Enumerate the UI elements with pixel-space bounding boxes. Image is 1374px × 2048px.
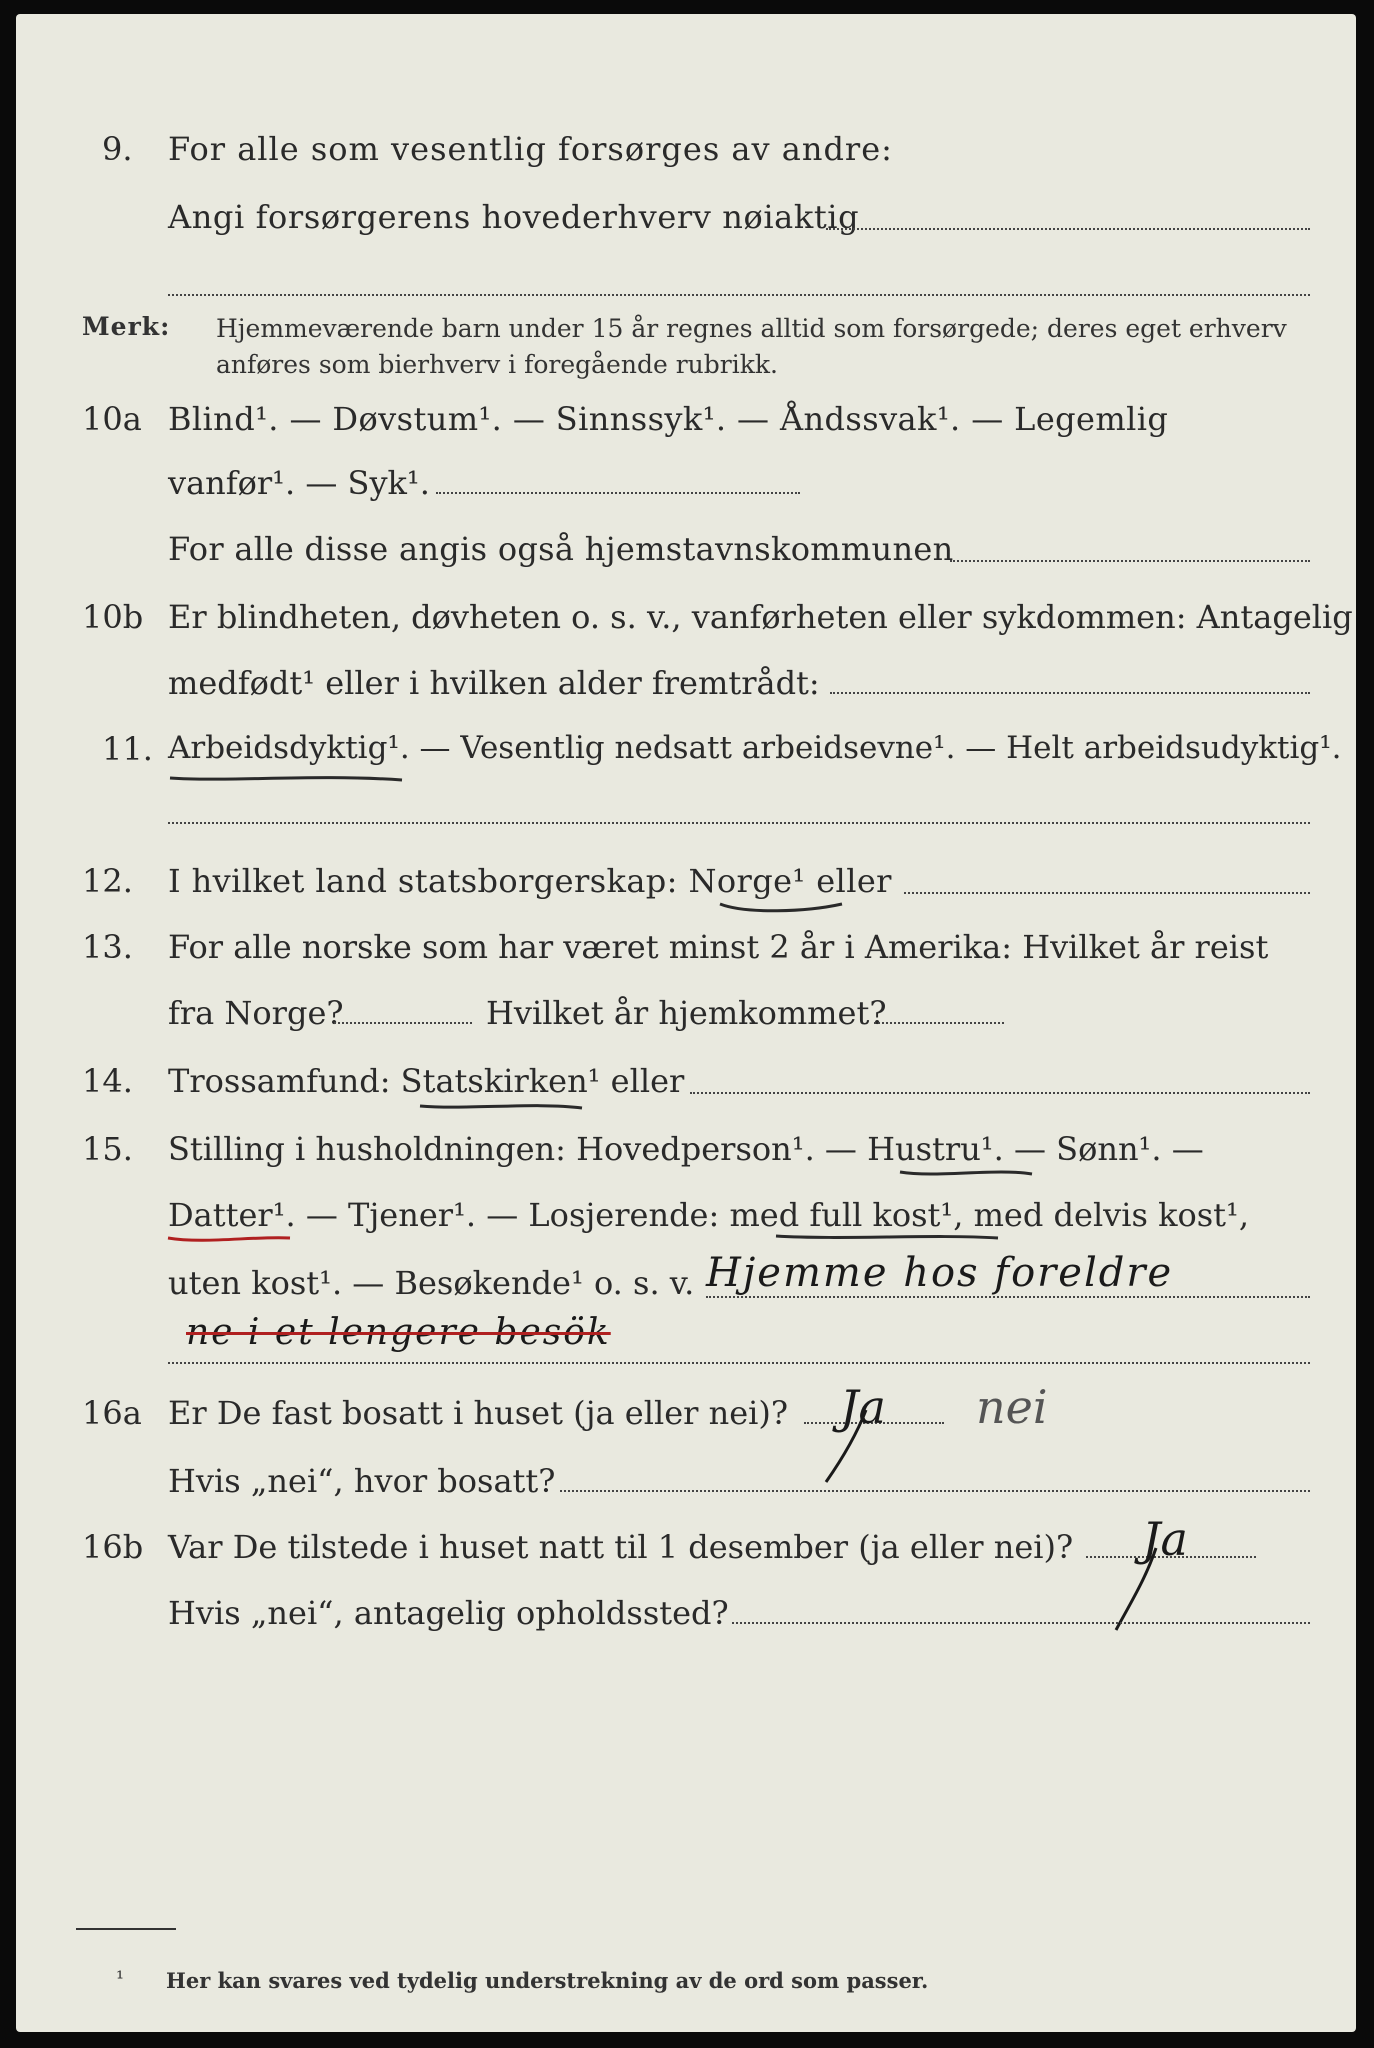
q11-handwritten-underline bbox=[166, 766, 406, 786]
q16a-number: 16a bbox=[82, 1394, 142, 1432]
q14-answer-line[interactable] bbox=[690, 1090, 1310, 1094]
footnote-text: Her kan svares ved tydelig understrekning av de ord som passer. bbox=[166, 1968, 929, 1993]
q13-line2a: fra Norge? bbox=[168, 994, 344, 1032]
q10b-line2: medfødt¹ eller i hvilken alder fremtrådt: bbox=[168, 664, 820, 702]
q16b-line2: Hvis „nei“, antagelig opholdssted? bbox=[168, 1594, 729, 1632]
q13-reist-line[interactable] bbox=[334, 1020, 472, 1024]
q15-datter-red-underline bbox=[164, 1226, 294, 1248]
census-form-page bbox=[16, 14, 1356, 2032]
q11-line1: Arbeidsdyktig¹. — Vesentlig nedsatt arbeidsevne¹. — Helt arbeidsudyktig¹. bbox=[168, 730, 1342, 766]
q16a-handwritten-ja: Ja bbox=[840, 1380, 886, 1434]
q15-line3: uten kost¹. — Besøkende¹ o. s. v. bbox=[168, 1264, 695, 1302]
q15-number: 15. bbox=[82, 1130, 133, 1168]
q12-handwritten-underline bbox=[716, 896, 846, 918]
merk-line2: anføres som bierhverv i foregående rubrikk. bbox=[216, 350, 778, 379]
q14-line1: Trossamfund: Statskirken¹ eller bbox=[168, 1062, 685, 1100]
q15-fullkost-underline bbox=[772, 1226, 1002, 1246]
q13-line2b: Hvilket år hjemkommet? bbox=[486, 994, 887, 1032]
q14-number: 14. bbox=[82, 1062, 133, 1100]
q16b-number: 16b bbox=[82, 1528, 144, 1566]
merk-label: Merk: bbox=[82, 312, 171, 341]
q12-number: 12. bbox=[82, 862, 133, 900]
q9-answer-line[interactable] bbox=[826, 226, 1310, 230]
q10a-hjemstavn-line[interactable] bbox=[950, 558, 1310, 562]
footnote-rule bbox=[76, 1928, 176, 1930]
q16b-handwritten-ja: Ja bbox=[1142, 1512, 1188, 1566]
q10b-number: 10b bbox=[82, 598, 144, 636]
q16a-line2: Hvis „nei“, hvor bosatt? bbox=[168, 1462, 556, 1500]
q16b-opholdssted-line[interactable] bbox=[732, 1620, 1310, 1624]
q9-number: 9. bbox=[102, 130, 133, 168]
q15-line1: Stilling i husholdningen: Hovedperson¹. — Hustru¹. — Sønn¹. — bbox=[168, 1130, 1204, 1168]
q16a-line1: Er De fast bosatt i huset (ja eller nei)? bbox=[168, 1394, 789, 1432]
q10a-number: 10a bbox=[82, 400, 142, 438]
q16a-handwritten-nei: nei bbox=[976, 1380, 1048, 1434]
q9-answer-line-2[interactable] bbox=[168, 292, 1310, 296]
q10a-line1: Blind¹. — Døvstum¹. — Sinnssyk¹. — Åndssvak¹. — Legemlig bbox=[168, 400, 1169, 438]
q16a-pen-stroke bbox=[816, 1406, 876, 1486]
q15-answer-line[interactable] bbox=[706, 1294, 1310, 1298]
q15-hustru-underline bbox=[896, 1162, 1036, 1184]
q10a-line2: vanfør¹. — Syk¹. bbox=[168, 464, 430, 502]
q12-line1: I hvilket land statsborgerskap: Norge¹ eller bbox=[168, 862, 892, 900]
q13-line1: For alle norske som har været minst 2 år i Amerika: Hvilket år reist bbox=[168, 928, 1269, 966]
q10a-answer-line[interactable] bbox=[436, 490, 800, 494]
q10a-line3: For alle disse angis også hjemstavnskommunen bbox=[168, 530, 954, 568]
q15-answer-line-2[interactable] bbox=[168, 1360, 1310, 1364]
q16b-line1: Var De tilstede i huset natt til 1 desember (ja eller nei)? bbox=[168, 1528, 1074, 1566]
q10b-line1: Er blindheten, døvheten o. s. v., vanførheten eller sykdommen: Antagelig bbox=[168, 598, 1353, 636]
q11-number: 11. bbox=[102, 730, 153, 768]
q13-hjemkommet-line[interactable] bbox=[874, 1020, 1004, 1024]
q9-line2: Angi forsørgerens hovederhverv nøiaktig bbox=[168, 198, 860, 236]
merk-line1: Hjemmeværende barn under 15 år regnes alltid som forsørgede; deres eget erhverv bbox=[216, 314, 1287, 343]
q14-handwritten-underline bbox=[416, 1096, 586, 1116]
q10b-answer-line[interactable] bbox=[830, 690, 1310, 694]
q16a-bosatt-line[interactable] bbox=[560, 1488, 1310, 1492]
footnote-mark: ¹ bbox=[116, 1966, 125, 1990]
q9-line1: For alle som vesentlig forsørges av andre: bbox=[168, 130, 893, 168]
q15-handwritten-answer-1: Hjemme hos foreldre bbox=[706, 1250, 1174, 1296]
q13-number: 13. bbox=[82, 928, 133, 966]
q11-answer-line[interactable] bbox=[168, 820, 1310, 824]
q15-handwritten-answer-2: ne i et lengere besök bbox=[186, 1312, 611, 1353]
q15-line2: Datter¹. — Tjener¹. — Losjerende: med full kost¹, med delvis kost¹, bbox=[168, 1196, 1250, 1234]
q12-answer-line[interactable] bbox=[904, 890, 1310, 894]
